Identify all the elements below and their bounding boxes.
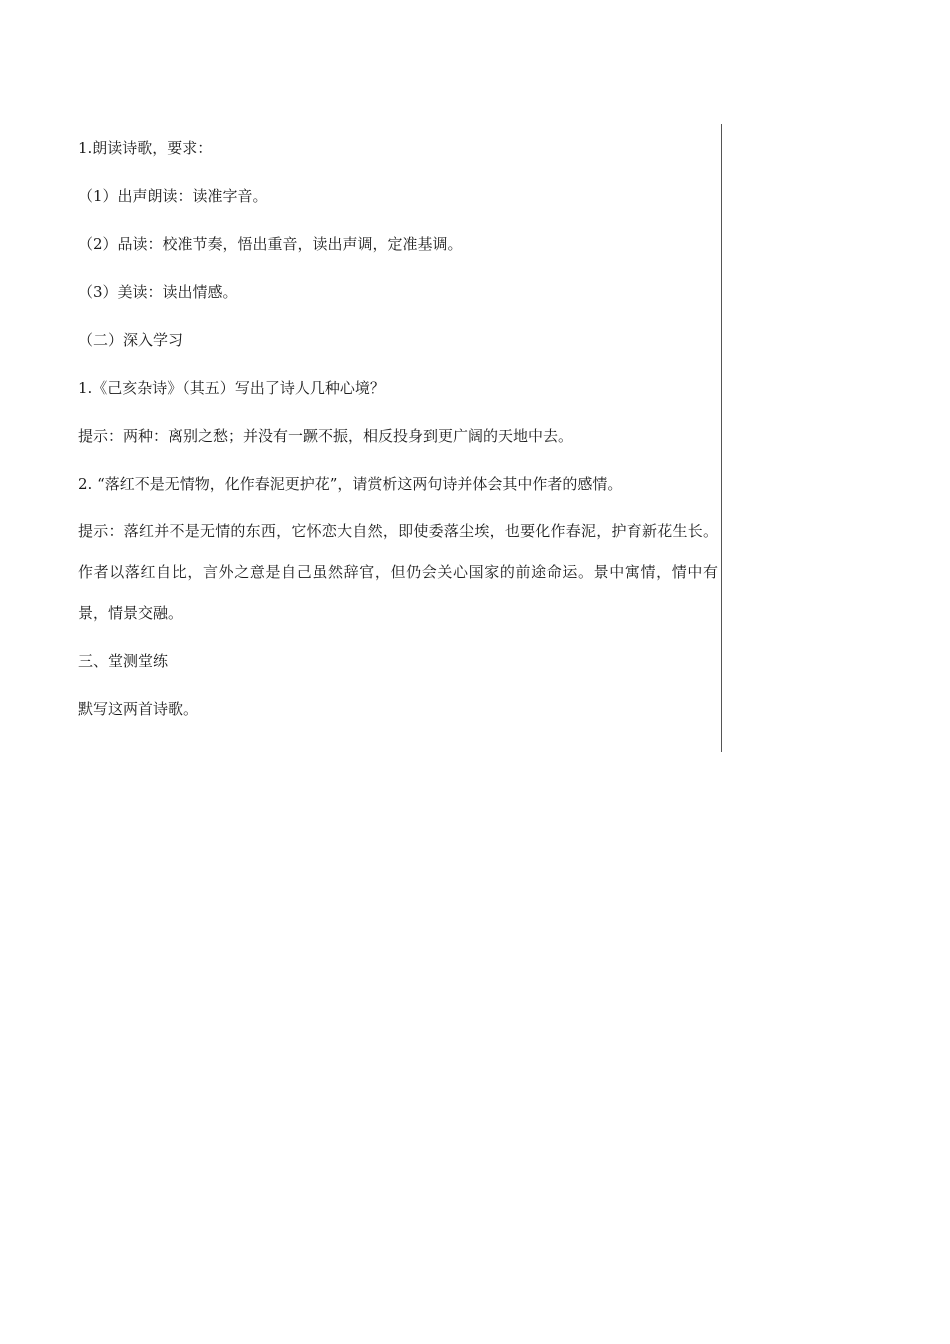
section-heading-deep-study: （二）深入学习 <box>78 331 184 349</box>
requirement-item-3: （3）美读：读出情感。 <box>78 283 238 301</box>
practice-task: 默写这两首诗歌。 <box>78 700 199 718</box>
requirement-item-1: （1）出声朗读：读准字音。 <box>78 187 268 205</box>
hint-2: 提示：落红并不是无情的东西，它怀恋大自然，即使委落尘埃，也要化作春泥，护育新花生长。作者以落红自比，言外之意是自己虽然辞官，但仍会关心国家的前途命运。景中寓情，情中有景，情景交融。 <box>78 522 718 622</box>
document-body <box>78 136 718 745</box>
reading-requirements-heading: 1.朗读诗歌，要求： <box>78 139 213 157</box>
question-1: 1.《己亥杂诗》（其五）写出了诗人几种心境？ <box>78 379 385 397</box>
section-heading-practice: 三、堂测堂练 <box>78 652 169 670</box>
right-margin-rule <box>721 124 722 752</box>
question-2: 2. “落红不是无情物，化作春泥更护花”，请赏析这两句诗并体会其中作者的感情。 <box>78 475 623 493</box>
requirement-item-2: （2）品读：校准节奏，悟出重音，读出声调，定准基调。 <box>78 235 463 253</box>
hint-1: 提示：两种：离别之愁；并没有一蹶不振，相反投身到更广阔的天地中去。 <box>78 427 574 445</box>
